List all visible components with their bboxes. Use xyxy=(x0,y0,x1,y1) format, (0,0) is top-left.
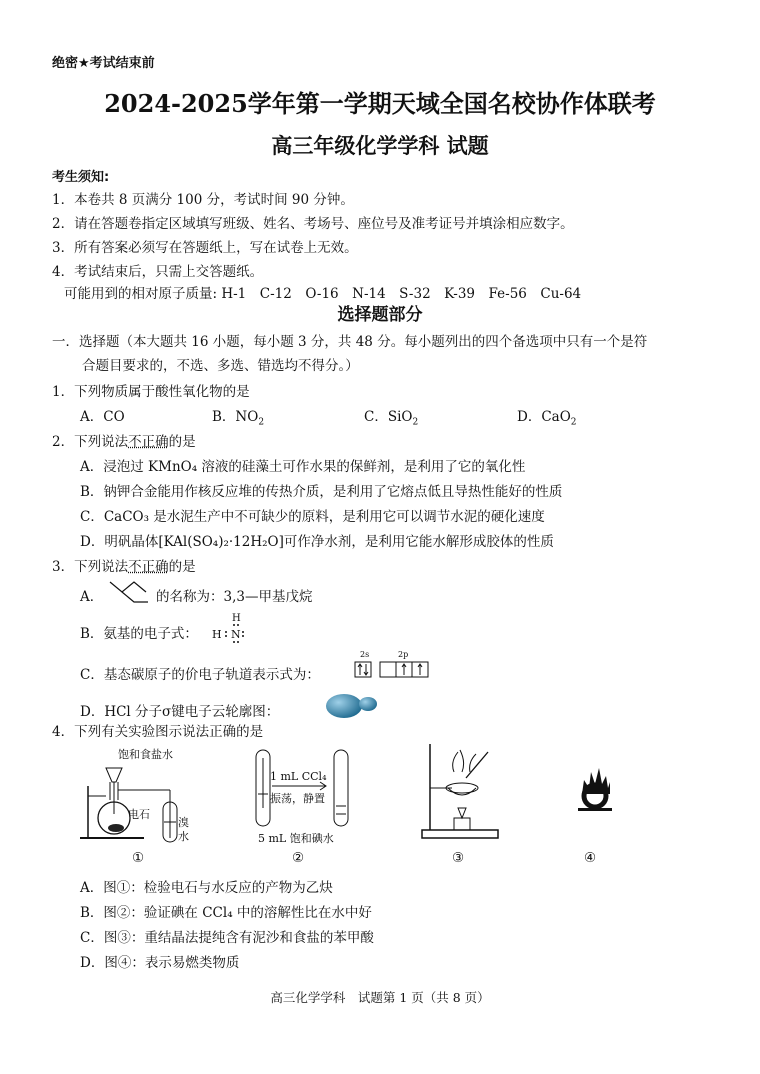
notice-item: 3．所有答案必须写在答题纸上，写在试卷上无效。 xyxy=(52,240,358,256)
svg-text:H: H xyxy=(212,628,222,641)
fig2-label-iodine: 5 mL 饱和碘水 xyxy=(258,832,334,845)
page-footer: 高三化学学科 试题第 1 页（共 8 页） xyxy=(270,990,490,1005)
notice-item: 4．考试结束后，只需上交答题纸。 xyxy=(52,264,264,280)
q3-stem: 3．下列说法不正确的是 xyxy=(52,559,196,575)
notice-item: 2．请在答题卷指定区域填写班级、姓名、考场号、座位号及准考证号并填涂相应数字。 xyxy=(52,216,574,232)
q2-option-c: C．CaCO₃ 是水泥生产中不可缺少的原料，是利用它可以调节水泥的硬化速度 xyxy=(80,509,545,525)
fig-num-1: ① xyxy=(132,850,145,866)
atomic-masses: 可能用到的相对原子质量: H-1 C-12 O-16 N-14 S-32 K-39 Fe-56 Cu-64 xyxy=(64,286,582,302)
q3-option-c: C．基态碳原子的价电子轨道表示式为： xyxy=(80,667,320,683)
exam-subtitle: 高三年级化学学科 试题 xyxy=(271,133,489,158)
fig2-label-ccl4: 1 mL CCl₄ xyxy=(270,770,327,783)
fig2-label-shake: 振荡，静置 xyxy=(270,792,325,805)
flammable-hazard-icon xyxy=(574,764,616,812)
exam-title: 2024-2025学年第一学期天域全国名校协作体联考 xyxy=(104,89,656,118)
sigma-bond-cloud-icon xyxy=(324,690,380,720)
evaporation-apparatus-icon xyxy=(416,742,506,844)
fig1-label-water: 水 xyxy=(178,830,189,843)
fig1-label-carbide: 电石 xyxy=(128,808,150,821)
q1-option-a: A．CO xyxy=(80,409,125,425)
orbital-diagram-icon xyxy=(354,661,430,679)
q1-option-d: D．CaO$_2$ xyxy=(517,409,577,428)
q2-option-b: B．钠钾合金能用作核反应堆的传热介质，是利用了它熔点低且导热性能好的性质 xyxy=(80,484,563,500)
q1-stem: 1．下列物质属于酸性氧化物的是 xyxy=(52,384,250,400)
q2-option-a: A．浸泡过 KMnO₄ 溶液的硅藻土可作水果的保鲜剂，是利用了它的氧化性 xyxy=(80,459,526,475)
q3-option-b: B．氨基的电子式： xyxy=(80,626,198,642)
fig1-label-bromine: 溴 xyxy=(178,816,189,829)
orbital-2s-label: 2s xyxy=(360,650,370,659)
fig-num-4: ④ xyxy=(584,850,597,866)
q3-option-a: 的名称为：3,3—甲基戊烷 xyxy=(156,589,313,605)
svg-text:H: H xyxy=(232,613,241,624)
secret-mark: 绝密★考试结束前 xyxy=(52,56,155,71)
electron-formula-icon xyxy=(212,612,248,644)
q2-option-d: D．明矾晶体[KAl(SO₄)₂·12H₂O]可作净水剂，是利用它能水解形成胶体的性质 xyxy=(80,534,554,550)
q3-option-d: D．HCl 分子σ键电子云轮廓图： xyxy=(80,704,280,720)
q4-option-d: D．图④：表示易燃类物质 xyxy=(80,955,240,971)
fig1-label-brine: 饱和食盐水 xyxy=(118,748,173,761)
skeletal-formula-icon xyxy=(108,578,154,604)
q4-option-a: A．图①：检验电石与水反应的产物为乙炔 xyxy=(80,880,333,896)
section-title: 选择题部分 xyxy=(337,305,423,325)
q1-option-b: B．$NO_2$ xyxy=(212,409,265,428)
q4-option-c: C．图③：重结晶法提纯含有泥沙和食盐的苯甲酸 xyxy=(80,930,374,946)
notice-heading: 考生须知: xyxy=(52,170,110,185)
svg-text:N: N xyxy=(231,628,241,641)
q3-option-a-label: A． xyxy=(80,589,104,605)
part-intro-cont: 合题目要求的，不选、多选、错选均不得分。） xyxy=(82,358,359,374)
part-intro: 一．选择题（本大题共 16 小题，每小题 3 分，共 48 分。每小题列出的四个备选项中只有一个是符 xyxy=(52,334,648,350)
q1-option-c: C．SiO$_2$ xyxy=(364,409,419,428)
orbital-2p-label: 2p xyxy=(398,650,409,659)
q2-stem: 2．下列说法不正确的是 xyxy=(52,434,196,450)
fig-num-3: ③ xyxy=(452,850,465,866)
notice-item: 1．本卷共 8 页满分 100 分，考试时间 90 分钟。 xyxy=(52,192,354,208)
q4-option-b: B．图②：验证碘在 CCl₄ 中的溶解性比在水中好 xyxy=(80,905,372,921)
fig-num-2: ② xyxy=(292,850,305,866)
q4-stem: 4．下列有关实验图示说法正确的是 xyxy=(52,724,264,740)
